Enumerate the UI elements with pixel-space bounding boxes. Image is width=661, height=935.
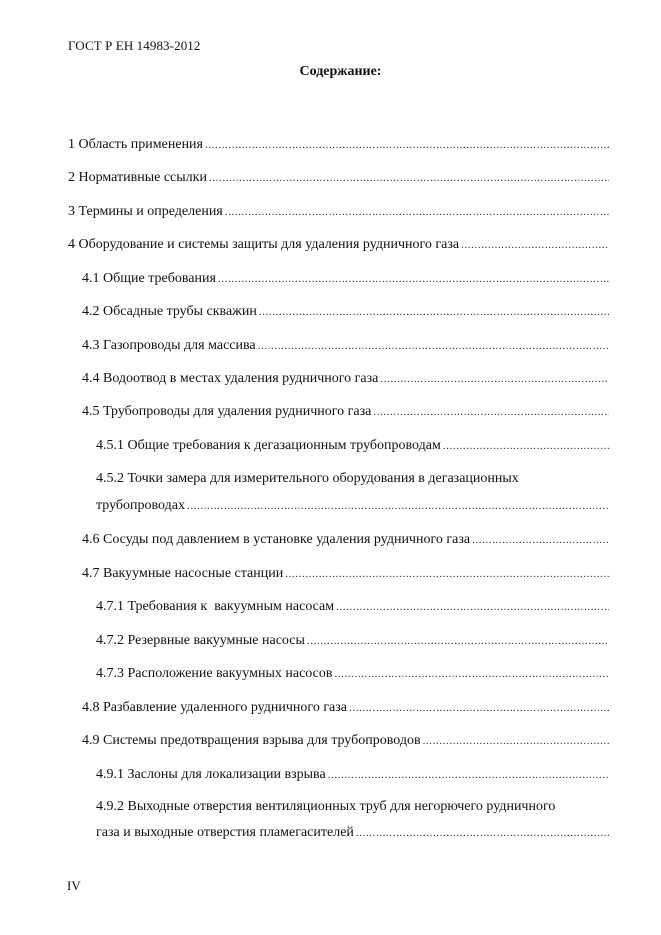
toc-entry-3[interactable]: [68, 201, 609, 223]
leader-dots: [443, 435, 609, 457]
leader-dots: [334, 663, 609, 685]
leader-dots: [472, 529, 609, 551]
page-number: IV: [67, 878, 81, 893]
toc-entry-label: 4 Оборудование и системы защиты для удаления рудничного газа: [68, 237, 460, 252]
page-header: ГОСТ Р ЕН 14983-2012: [68, 38, 201, 53]
toc-entry-label: 4.7.1 Требования к вакуумным насосам: [96, 599, 335, 614]
toc-entry-label: 4.3 Газопроводы для массива: [82, 338, 256, 353]
leader-dots: [187, 495, 609, 517]
toc-entry-4[interactable]: [68, 234, 609, 256]
leader-dots: [328, 764, 609, 786]
toc-entry-4-6[interactable]: [82, 529, 609, 551]
toc-entry-4-5-1[interactable]: [96, 435, 609, 457]
toc-entry-label: 4.5.2 Точки замера для измерительного оборудования в дегазационных: [96, 471, 519, 486]
toc-entry-label-continued: газа и выходные отверстия пламегасителей: [96, 825, 354, 840]
leader-dots: [336, 596, 609, 618]
toc-entry-label: 4.9 Системы предотвращения взрыва для трубопроводов: [82, 733, 421, 748]
leader-dots: [380, 368, 609, 390]
toc-entry-label: 4.7.3 Расположение вакуумных насосов: [96, 666, 333, 681]
toc-entry-4-9-2[interactable]: [96, 796, 609, 844]
toc-entry-label: 4.8 Разбавление удаленного рудничного газа: [82, 700, 348, 715]
toc-entry-label: 2 Нормативные ссылки: [68, 170, 207, 185]
toc-title: Содержание:: [299, 64, 382, 79]
toc-entry-4-1[interactable]: [82, 268, 609, 290]
toc-entry-4-3[interactable]: [82, 335, 609, 357]
toc-entry-label: 3 Термины и определения: [68, 204, 223, 219]
toc-entry-label: 4.7.2 Резервные вакуумные насосы: [96, 633, 305, 648]
leader-dots: [209, 167, 609, 189]
toc-entry-4-7-1[interactable]: [96, 596, 609, 618]
leader-dots: [285, 563, 609, 585]
toc-entry-4-7-3[interactable]: [96, 663, 609, 685]
toc-entry-4-5-2[interactable]: [96, 468, 609, 517]
toc-entry-label: 4.5 Трубопроводы для удаления рудничного газа: [82, 404, 372, 419]
toc-entry-label: 4.9.1 Заслоны для локализации взрыва: [96, 767, 326, 782]
toc-entry-4-5[interactable]: [82, 401, 609, 423]
toc-entry-label: 4.5.1 Общие требования к дегазационным трубопроводам: [96, 438, 441, 453]
leader-dots: [258, 335, 609, 357]
toc-entry-2[interactable]: [68, 167, 609, 189]
toc-entry-1[interactable]: [68, 134, 609, 156]
leader-dots: [218, 268, 609, 290]
leader-dots: [356, 822, 609, 844]
toc-entry-label: 4.4 Водоотвод в местах удаления рудничного газа: [82, 371, 379, 386]
toc-entry-4-8[interactable]: [82, 697, 609, 719]
leader-dots: [423, 730, 609, 752]
toc-entry-4-7-2[interactable]: [96, 630, 609, 652]
toc-entry-4-2[interactable]: [82, 301, 609, 323]
toc-entry-label: 4.1 Общие требования: [82, 271, 216, 286]
leader-dots: [461, 234, 609, 256]
leader-dots: [349, 697, 609, 719]
toc-entry-label: 4.6 Сосуды под давлением в установке удаления рудничного газа: [82, 532, 471, 547]
toc-entry-4-4[interactable]: [82, 368, 609, 390]
leader-dots: [225, 201, 609, 223]
toc-entry-4-7[interactable]: [82, 563, 609, 585]
toc-entry-label: 1 Область применения: [68, 137, 203, 152]
leader-dots: [205, 134, 609, 156]
leader-dots: [259, 301, 609, 323]
leader-dots: [373, 401, 609, 423]
toc-entry-4-9[interactable]: [82, 730, 609, 752]
toc-entry-label-continued: трубопроводах: [96, 498, 185, 513]
toc-entry-label: 4.7 Вакуумные насосные станции: [82, 566, 284, 581]
leader-dots: [307, 630, 609, 652]
toc-entry-label: 4.9.2 Выходные отверстия вентиляционных труб для негорючего рудничного: [96, 799, 556, 814]
toc-entry-label: 4.2 Обсадные трубы скважин: [82, 304, 257, 319]
toc-entry-4-9-1[interactable]: [96, 764, 609, 786]
